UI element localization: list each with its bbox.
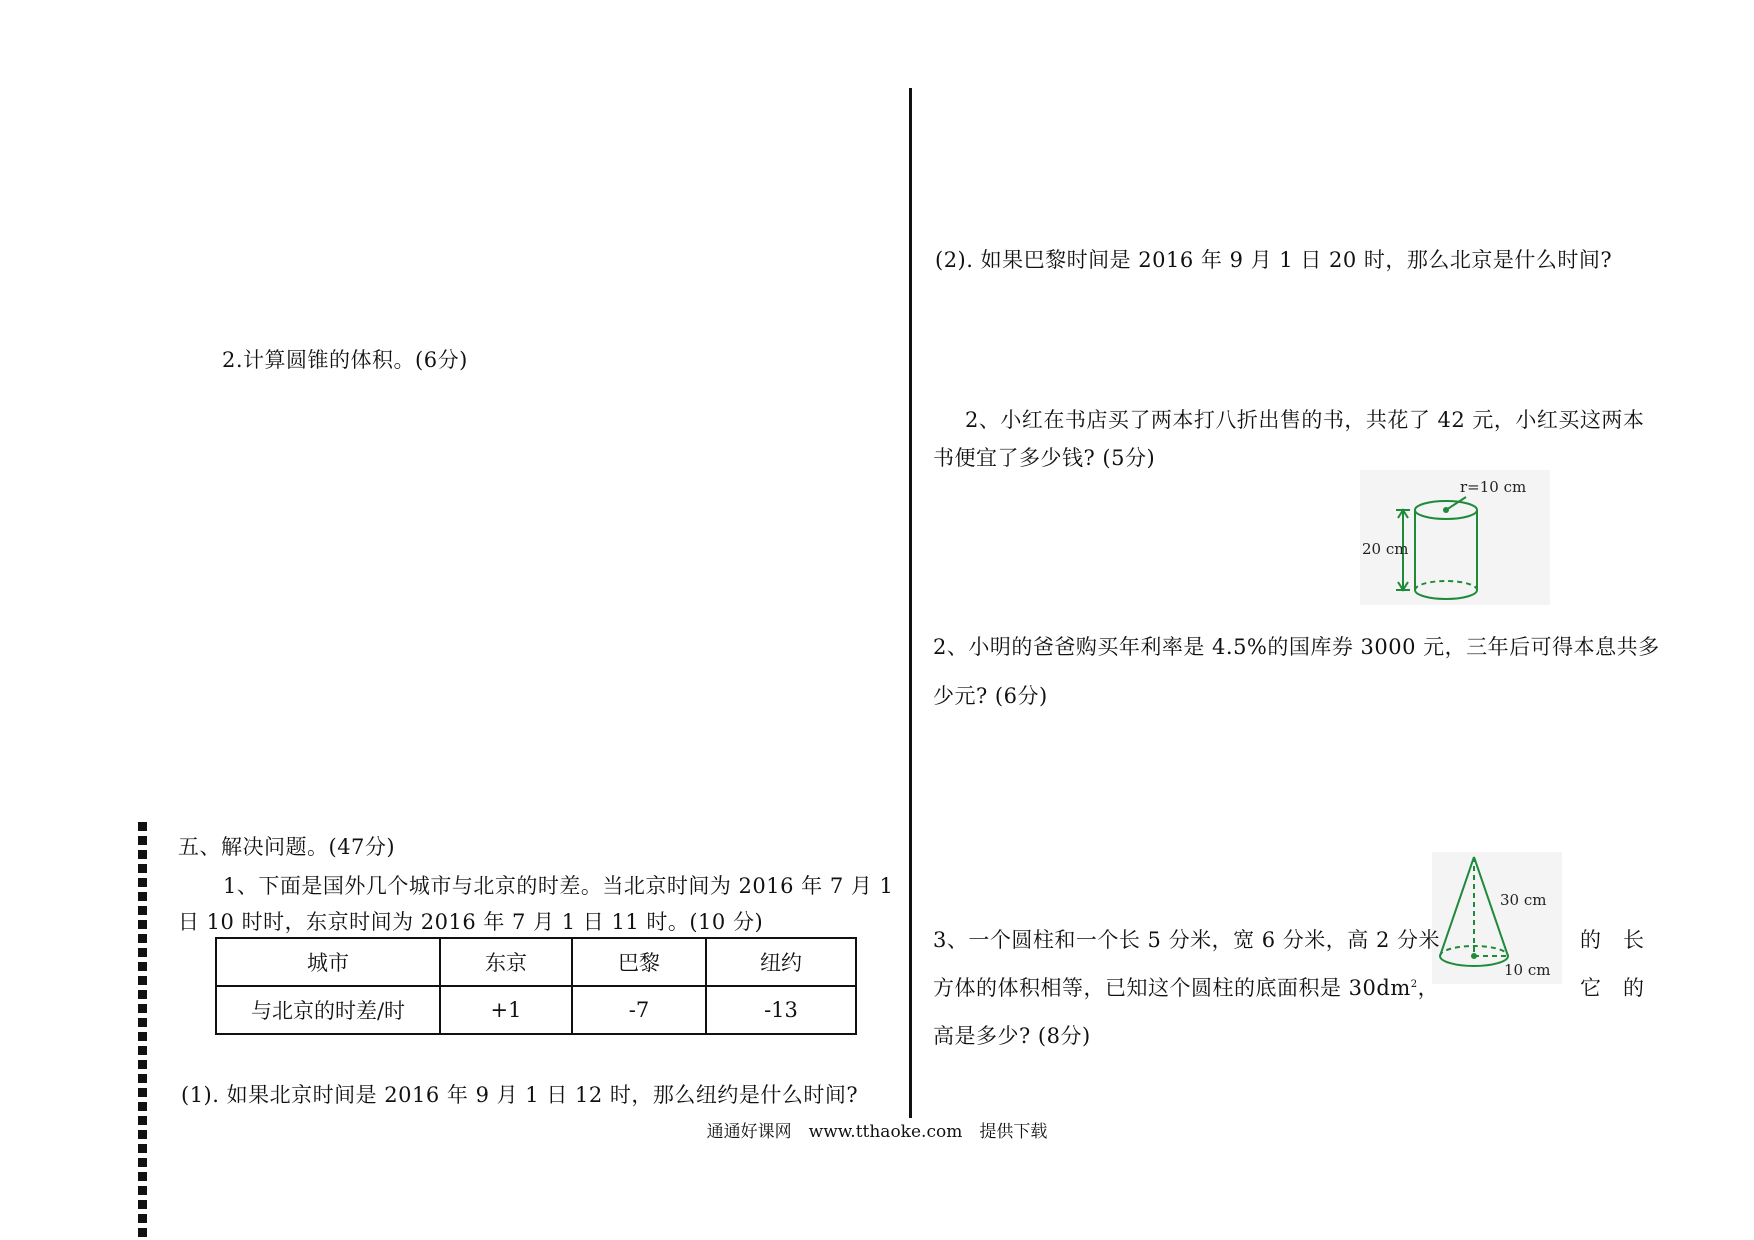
book-question-line-2: 书便宜了多少钱? (5分): [933, 446, 1156, 470]
table-header-city: 城市: [216, 938, 440, 986]
column-divider: [909, 88, 912, 1118]
problem-1-line-1: 1、下面是国外几个城市与北京的时差。当北京时间为 2016 年 7 月 1: [223, 874, 894, 898]
cone-radius-label: 10 cm: [1504, 961, 1551, 979]
table-row: [216, 938, 856, 986]
table-row: [216, 986, 856, 1034]
sub-question-1: (1). 如果北京时间是 2016 年 9 月 1 日 12 时，那么纽约是什么时间?: [181, 1083, 859, 1107]
book-question-line-1: 2、小红在书店买了两本打八折出售的书，共花了 42 元，小红买这两本: [965, 408, 1645, 432]
question-cone-volume: 2.计算圆锥的体积。(6分): [222, 348, 468, 372]
cone-height-label: 30 cm: [1500, 891, 1547, 909]
cylinder-figure: [1360, 470, 1550, 605]
bond-question-line-1: 2、小明的爸爸购买年利率是 4.5%的国库券 3000 元，三年后可得本息共多: [933, 635, 1660, 659]
q3-line-1: 3、一个圆柱和一个长 5 分米，宽 6 分米，高 2 分米: [933, 928, 1440, 952]
q3-line-2-comma: ，: [1417, 976, 1440, 1000]
q3-line-1-end: 的 长: [1580, 928, 1645, 952]
table-cell-paris: -7: [572, 986, 706, 1034]
table-header-paris: 巴黎: [572, 938, 706, 986]
q3-line-2-text: 方体的体积相等，已知这个圆柱的底面积是 30dm: [933, 976, 1411, 1000]
table-cell-newyork: -13: [706, 986, 856, 1034]
q3-superscript: 2: [1410, 979, 1418, 990]
binding-margin-marks: [138, 822, 147, 1240]
time-difference-table: [215, 937, 857, 1035]
footer-source: 通通好课网 www.tthaoke.com 提供下载: [706, 1122, 1048, 1142]
q3-line-2-end: 它 的: [1580, 976, 1645, 1000]
section-5-title: 五、解决问题。(47分): [178, 835, 396, 859]
q3-line-3: 高是多少? (8分): [933, 1024, 1091, 1048]
cylinder-radius-label: r=10 cm: [1460, 478, 1527, 496]
cone-figure: [1432, 852, 1562, 984]
table-cell-label: 与北京的时差/时: [216, 986, 440, 1034]
q3-line-2: [933, 976, 1439, 1001]
table-cell-tokyo: +1: [440, 986, 572, 1034]
cylinder-height-label: 20 cm: [1362, 540, 1409, 558]
bond-question-line-2: 少元? (6分): [933, 684, 1048, 708]
table-header-newyork: 纽约: [706, 938, 856, 986]
problem-1-line-2: 日 10 时时，东京时间为 2016 年 7 月 1 日 11 时。(10 分): [178, 910, 764, 934]
sub-question-2: (2). 如果巴黎时间是 2016 年 9 月 1 日 20 时，那么北京是什么时间?: [935, 248, 1613, 272]
table-header-tokyo: 东京: [440, 938, 572, 986]
